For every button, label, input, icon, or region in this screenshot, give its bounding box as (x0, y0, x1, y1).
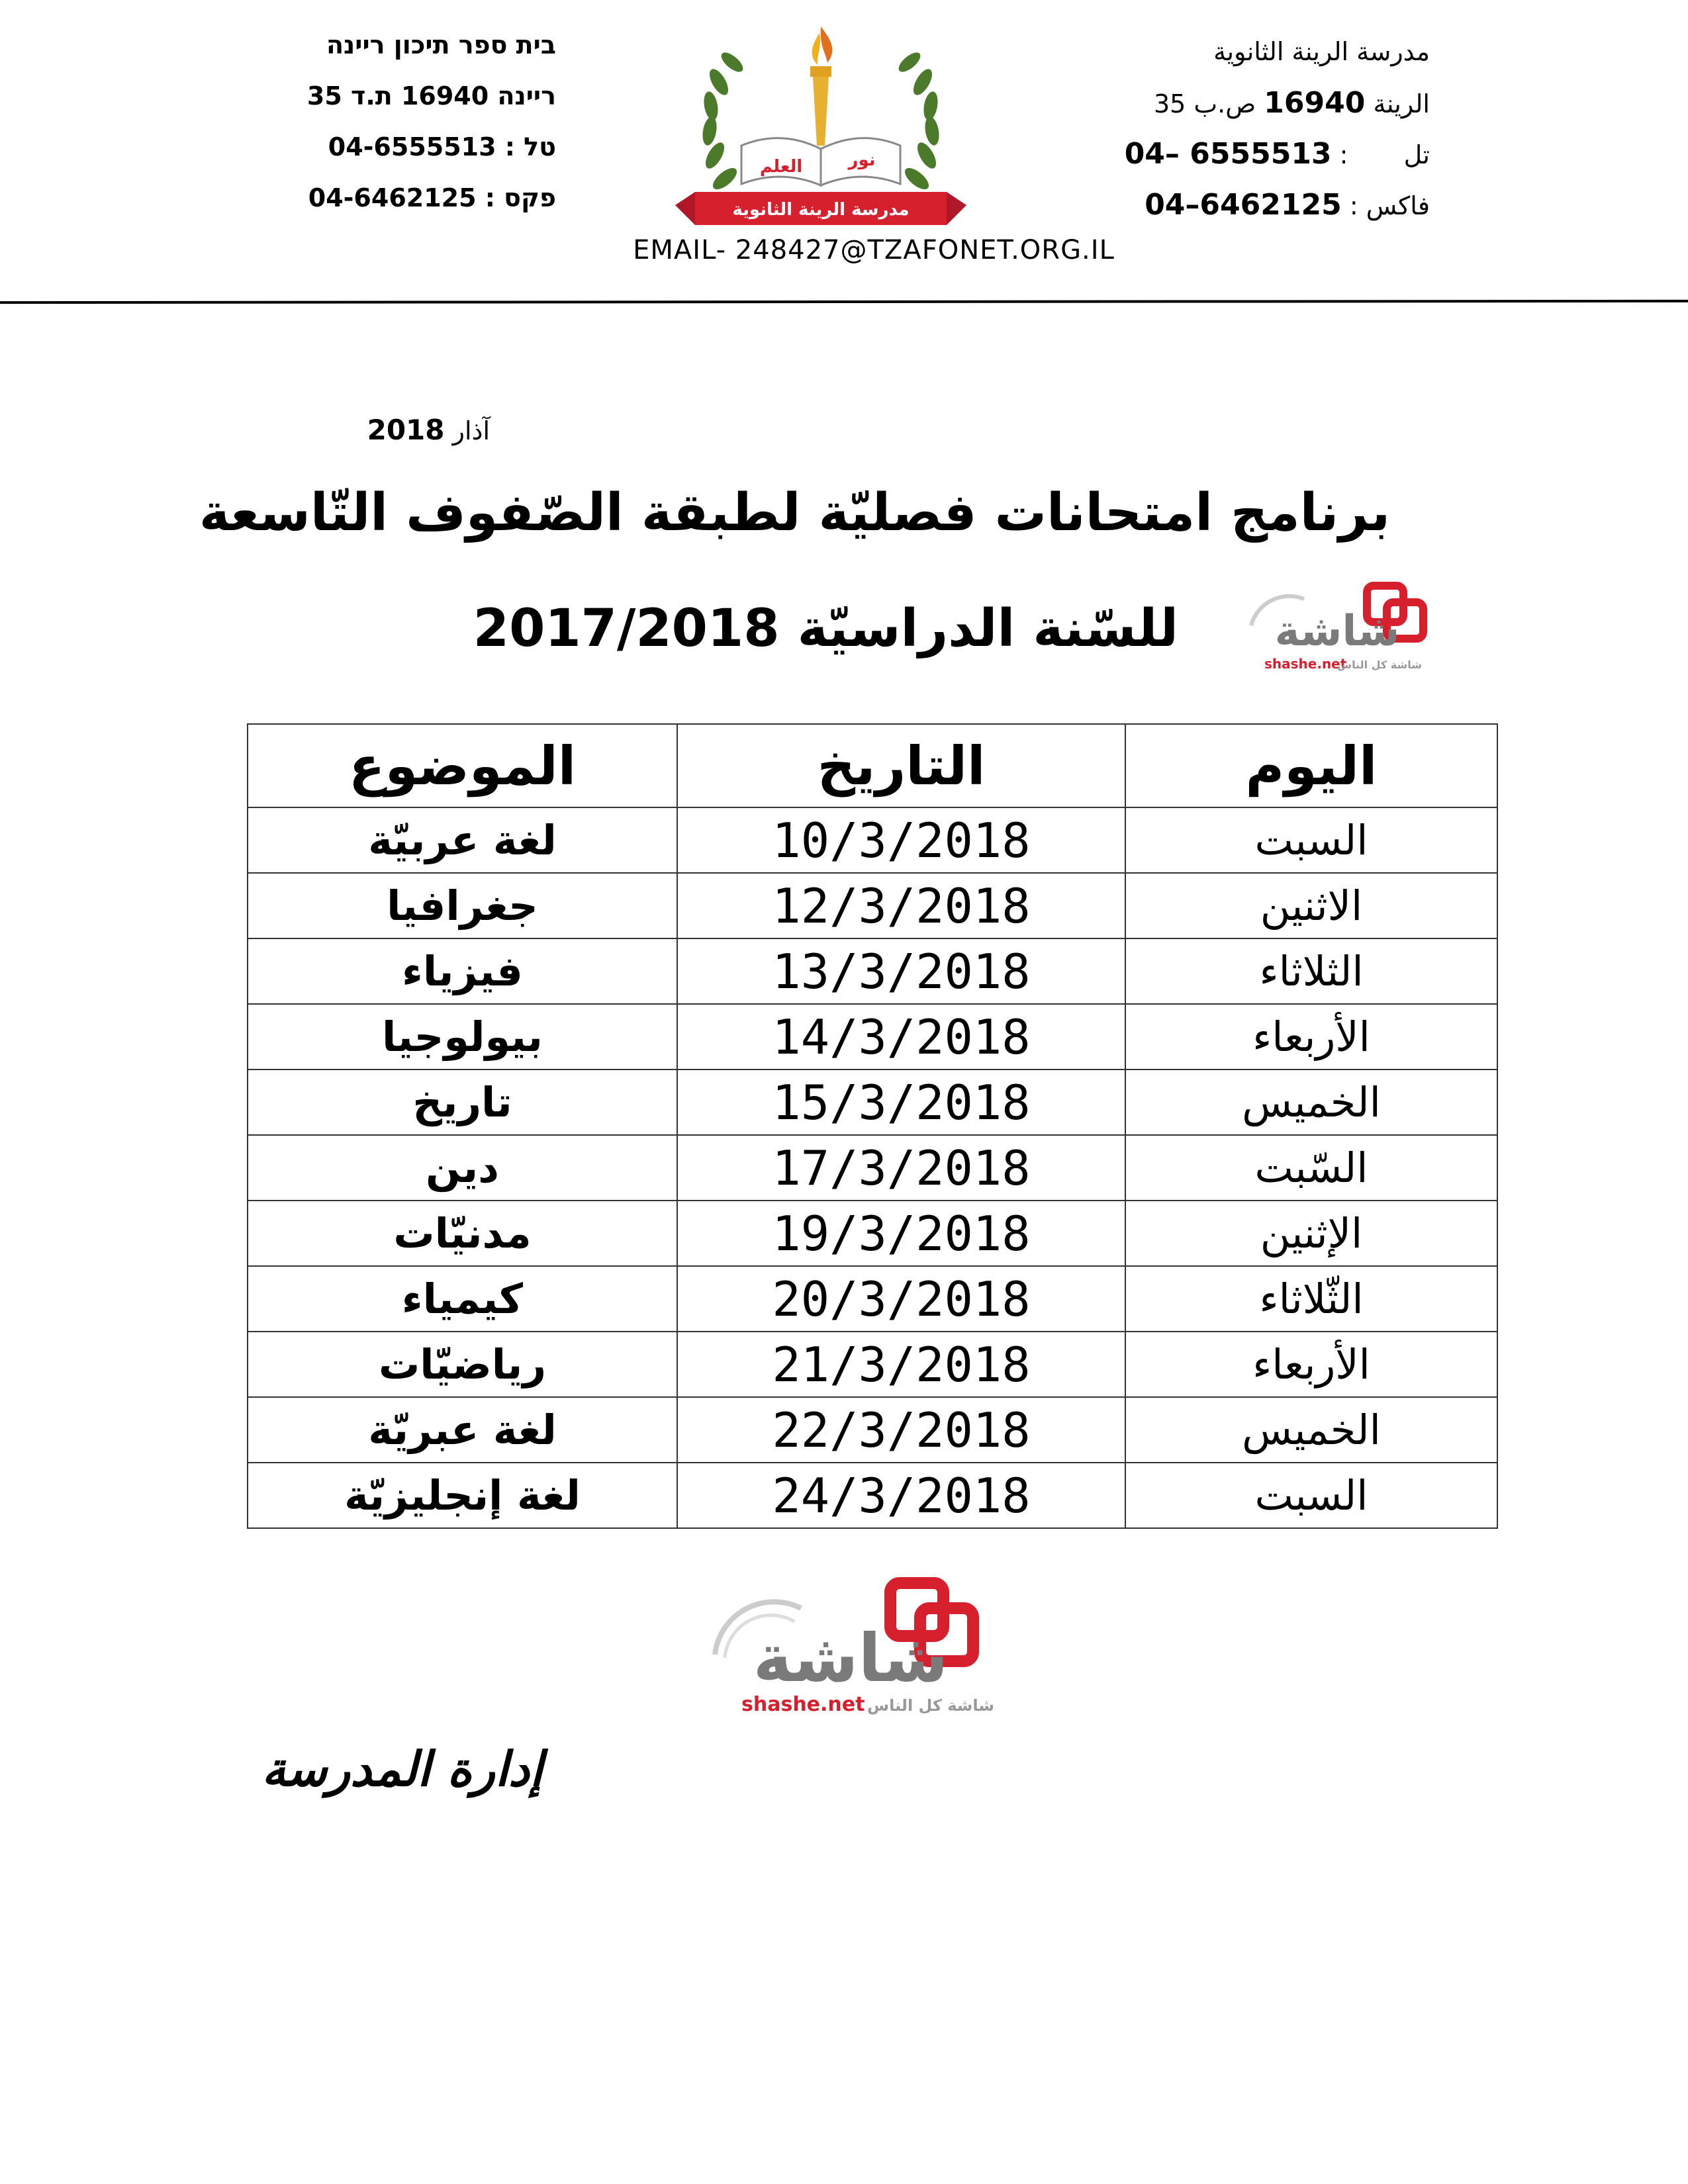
school-emblem-logo (669, 13, 973, 232)
date-year: 2018 (367, 414, 445, 446)
date-month: آذار (452, 416, 490, 445)
cell-subject: لغة عربيّة (248, 807, 677, 873)
table-row (248, 1332, 1497, 1397)
cell-subject: لغة عبريّة (248, 1397, 677, 1463)
header-subject: الموضوع (248, 724, 677, 807)
cell-date: 10/3/2018 (677, 807, 1125, 873)
cell-day: الخميس (1125, 1397, 1497, 1463)
header-date: التاريخ (677, 724, 1125, 807)
table-row (248, 1463, 1497, 1528)
cell-day: السبت (1125, 807, 1497, 873)
cell-subject: رياضيّات (248, 1332, 677, 1397)
exam-schedule-table (247, 723, 1498, 1529)
cell-day: الخميس (1125, 1069, 1497, 1135)
cell-subject: مدنيّات (248, 1201, 677, 1266)
cell-day: الاثنين (1125, 873, 1497, 938)
shashe-site-small: shashe.net (1264, 656, 1347, 672)
table-row (248, 1069, 1497, 1135)
table-row (248, 1135, 1497, 1201)
emblem-book-left-text: العلم (759, 157, 803, 177)
cell-date: 22/3/2018 (677, 1397, 1125, 1463)
cell-subject: فيزياء (248, 938, 677, 1004)
cell-date: 19/3/2018 (677, 1201, 1125, 1266)
signature-school-administration: إدارة المدرسة (261, 1741, 543, 1797)
document-date (225, 414, 490, 446)
arabic-po-box: ص.ب 35 (1153, 89, 1256, 118)
cell-day: الإثنين (1125, 1201, 1497, 1266)
cell-date: 15/3/2018 (677, 1069, 1125, 1135)
arabic-tel-line (1099, 128, 1430, 179)
shashe-tagline-small: شاشة كل الناس (1337, 659, 1423, 671)
arabic-fax-line (1099, 179, 1430, 230)
cell-day: الأربعاء (1125, 1004, 1497, 1069)
table-row (248, 873, 1497, 938)
cell-date: 12/3/2018 (677, 873, 1125, 938)
hebrew-address-block (252, 20, 556, 224)
page-subtitle: للسّنة الدراسيّة 2017/2018 (473, 599, 1178, 659)
cell-subject: جغرافيا (248, 873, 677, 938)
table-row (248, 1201, 1497, 1266)
shashe-tagline-large: شاشة كل الناس (867, 1696, 995, 1715)
page-title: برنامج امتحانات فصليّة لطبقة الصّفوف التّاسعة (199, 483, 1390, 543)
cell-date: 14/3/2018 (677, 1004, 1125, 1069)
arabic-po-label: الرينة (1373, 89, 1430, 118)
shashe-site-large: shashe.net (741, 1693, 865, 1716)
cell-date: 20/3/2018 (677, 1266, 1125, 1332)
cell-subject: تاريخ (248, 1069, 677, 1135)
arabic-po-number: 16940 (1264, 86, 1366, 120)
cell-date: 21/3/2018 (677, 1332, 1125, 1397)
emblem-book-right-text: نور (848, 150, 876, 170)
table-row (248, 1266, 1497, 1332)
header-divider (0, 300, 1688, 304)
school-email: EMAIL- 248427@TZAFONET.ORG.IL (633, 235, 1115, 265)
cell-day: السبت (1125, 1463, 1497, 1528)
shashe-name-large: شاشة (753, 1619, 949, 1697)
table-header-row (248, 724, 1497, 807)
cell-subject: كيمياء (248, 1266, 677, 1332)
cell-subject: دين (248, 1135, 677, 1201)
arabic-tel-number: 04– 6555513 (1124, 137, 1332, 171)
arabic-fax-number: 04–6462125 (1145, 188, 1342, 222)
cell-date: 24/3/2018 (677, 1463, 1125, 1528)
table-row (248, 1397, 1497, 1463)
emblem-banner-text: مدرسة الرينة الثانوية (732, 200, 910, 220)
hebrew-phone: טל : 04-6555513 (328, 132, 556, 161)
header-day: اليوم (1125, 724, 1497, 807)
hebrew-fax: פקס : 04-6462125 (308, 183, 556, 212)
arabic-address-block (1099, 26, 1430, 230)
cell-date: 17/3/2018 (677, 1135, 1125, 1201)
cell-day: السّبت (1125, 1135, 1497, 1201)
hebrew-po-box: ריינה 16940 ת.ד 35 (306, 81, 556, 111)
arabic-po-line (1099, 77, 1430, 128)
cell-subject: بيولوجيا (248, 1004, 677, 1069)
arabic-fax-label: فاكس : (1349, 191, 1430, 220)
shashe-name-small: شاشة (1274, 607, 1400, 656)
cell-date: 13/3/2018 (677, 938, 1125, 1004)
shashe-watermark-large (688, 1575, 1006, 1727)
arabic-tel-label: تل (1403, 140, 1430, 169)
cell-day: الأربعاء (1125, 1332, 1497, 1397)
cell-day: الثلاثاء (1125, 938, 1497, 1004)
shashe-watermark-small (1225, 579, 1443, 678)
table-row (248, 938, 1497, 1004)
table-row (248, 1004, 1497, 1069)
arabic-school-name: مدرسة الرينة الثانوية (1213, 37, 1430, 66)
hebrew-school-name: בית ספר תיכון ריינה (326, 30, 556, 60)
cell-subject: لغة إنجليزيّة (248, 1463, 677, 1528)
table-row (248, 807, 1497, 873)
arabic-tel-colon: : (1339, 140, 1348, 169)
cell-day: الثّلاثاء (1125, 1266, 1497, 1332)
